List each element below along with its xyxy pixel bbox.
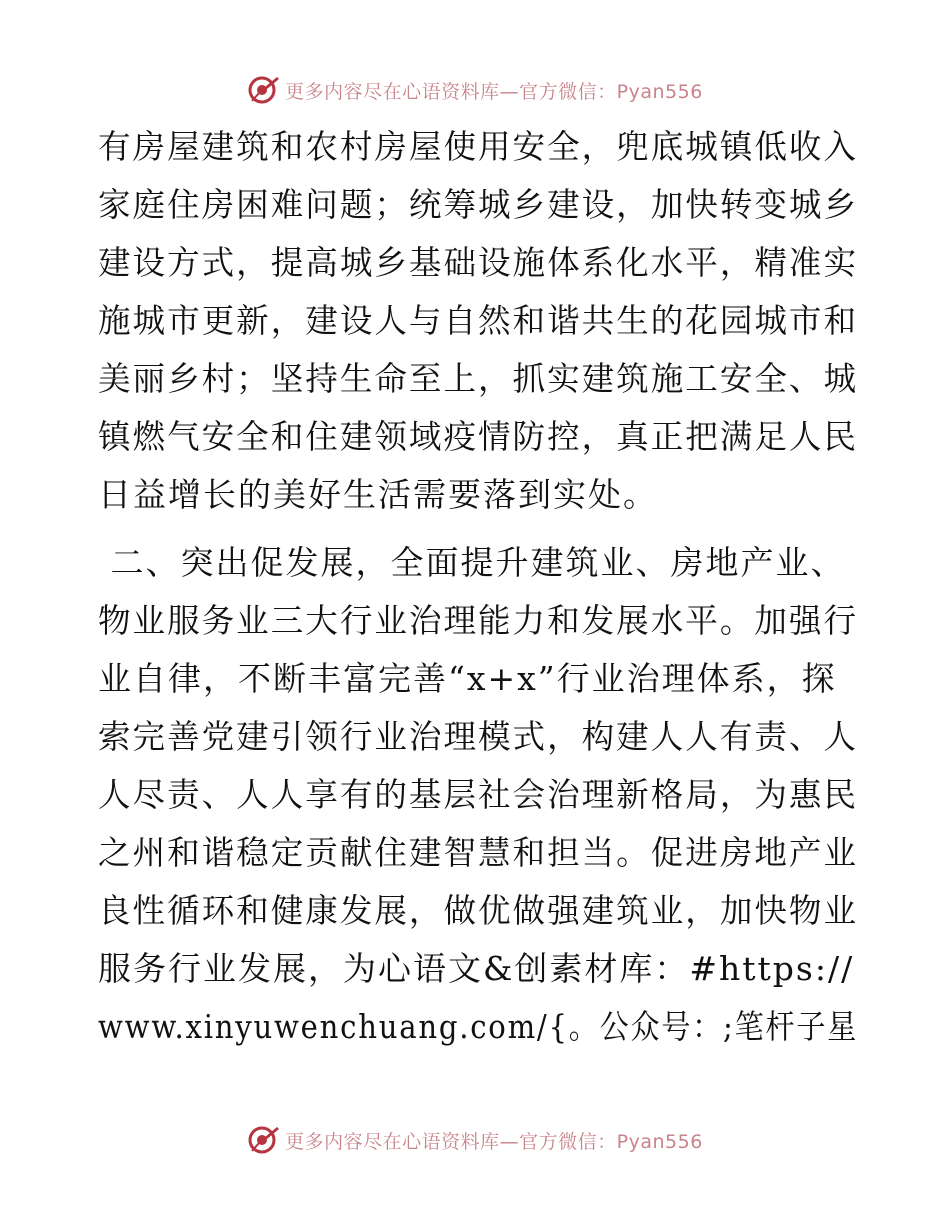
header-watermark-text: 更多内容尽在心语资料库—官方微信：Pyan556 bbox=[285, 80, 703, 103]
paragraph-1 bbox=[98, 118, 858, 524]
section-heading-line: 二、突出促发展，全面提升建筑业、房地产业、 bbox=[98, 543, 846, 582]
footer-watermark-banner bbox=[0, 1120, 950, 1160]
text-line: 索完善党建引领行业治理模式，构建人人有责、人 bbox=[98, 717, 858, 756]
header-watermark-banner bbox=[0, 70, 950, 110]
text-line: 有房屋建筑和农村房屋使用安全，兜底城镇低收入 bbox=[98, 127, 858, 166]
text-line: 日益增长的美好生活需要落到实处。 bbox=[98, 475, 658, 514]
text-line: www.xinyuwenchuang.com/{。公众号：;笔杆子星 bbox=[98, 1007, 859, 1046]
text-line: 施城市更新，建设人与自然和谐共生的花园城市和 bbox=[98, 301, 858, 340]
text-line: 良性循环和健康发展，做优做强建筑业，加快物业 bbox=[98, 891, 858, 930]
document-body bbox=[98, 118, 858, 1056]
text-line: 人尽责、人人享有的基层社会治理新格局，为惠民 bbox=[98, 775, 858, 814]
pen-logo-icon bbox=[247, 73, 281, 107]
paragraph-2 bbox=[98, 534, 858, 1056]
text-line: 物业服务业三大行业治理能力和发展水平。加强行 bbox=[98, 601, 858, 640]
text-line: 美丽乡村；坚持生命至上，抓实建筑施工安全、城 bbox=[98, 359, 858, 398]
text-line: 之州和谐稳定贡献住建智慧和担当。促进房地产业 bbox=[98, 833, 858, 872]
text-line: 业自律，不断丰富完善“x+x”行业治理体系，探 bbox=[98, 659, 837, 698]
text-line: 服务行业发展，为心语文&创素材库：#https:// bbox=[98, 949, 855, 988]
footer-watermark-text: 更多内容尽在心语资料库—官方微信：Pyan556 bbox=[285, 1130, 703, 1153]
pen-logo-icon bbox=[247, 1123, 281, 1157]
text-line: 镇燃气安全和住建领域疫情防控，真正把满足人民 bbox=[98, 417, 858, 456]
text-line: 家庭住房困难问题；统筹城乡建设，加快转变城乡 bbox=[98, 185, 858, 224]
text-line: 建设方式，提高城乡基础设施体系化水平，精准实 bbox=[98, 243, 858, 282]
